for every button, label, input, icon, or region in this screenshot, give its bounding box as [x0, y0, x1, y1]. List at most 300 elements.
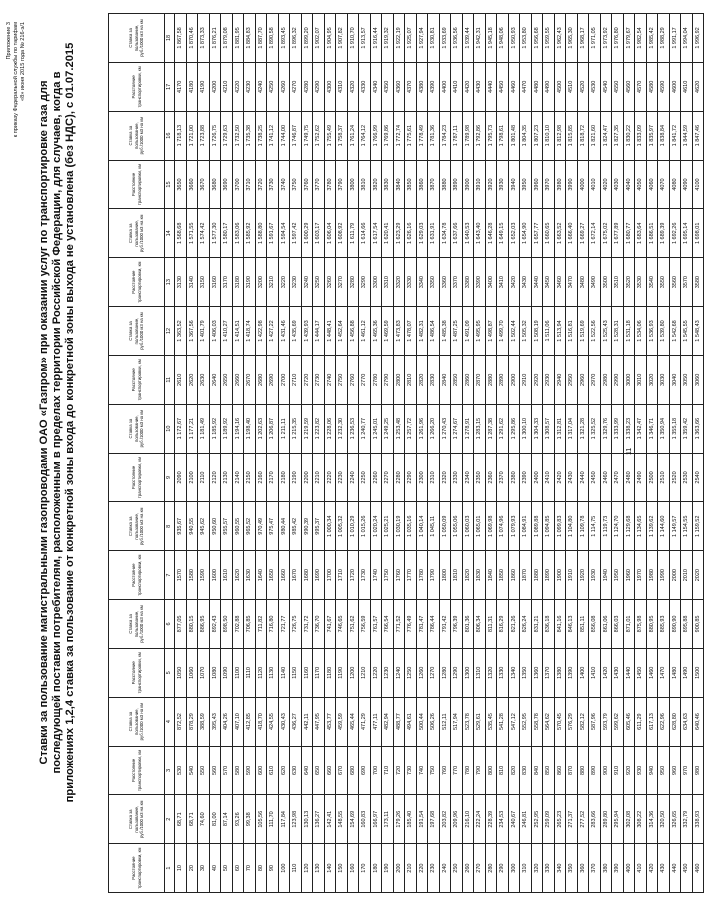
- table-row: [347, 14, 359, 893]
- distance-cell: 2670: [244, 355, 256, 404]
- distance-cell: 3410: [497, 258, 509, 307]
- rate-cell: 806,34: [474, 600, 486, 649]
- rate-cell: 436,27: [290, 697, 302, 746]
- table-row: [324, 14, 336, 893]
- rate-cell: 1 876,21: [209, 14, 221, 63]
- distance-cell: 1870: [520, 551, 532, 600]
- rate-cell: 1 683,64: [635, 209, 647, 258]
- distance-cell: 4090: [681, 160, 693, 209]
- distance-cell: 4170: [175, 62, 187, 111]
- distance-cell: 4060: [646, 160, 658, 209]
- distance-cell: 280: [485, 844, 497, 893]
- distance-cell: 2270: [382, 453, 394, 502]
- rate-cell: 1 973,92: [600, 14, 612, 63]
- distance-cell: 320: [531, 844, 543, 893]
- distance-cell: 600: [255, 746, 267, 795]
- table-row: [175, 14, 187, 893]
- distance-cell: 2280: [393, 453, 405, 502]
- rate-cell: 1 342,47: [635, 404, 647, 453]
- distance-cell: 4300: [324, 62, 336, 111]
- rate-cell: 1 333,99: [612, 404, 624, 453]
- distance-cell: 4000: [577, 160, 589, 209]
- rate-cell: 1 531,18: [623, 307, 635, 356]
- distance-cell: 3760: [301, 160, 313, 209]
- rate-cell: 1 020,24: [370, 502, 382, 551]
- distance-cell: 4440: [485, 62, 497, 111]
- rate-cell: 1 956,68: [531, 14, 543, 63]
- rate-cell: 1 253,48: [393, 404, 405, 453]
- rate-cell: 576,29: [566, 697, 578, 746]
- rate-cell: 1 367,56: [186, 307, 198, 356]
- rate-cell: 766,54: [382, 600, 394, 649]
- distance-cell: 2530: [681, 453, 693, 502]
- distance-cell: 760: [439, 746, 451, 795]
- distance-cell: 900: [600, 746, 612, 795]
- rate-cell: 1 452,64: [336, 307, 348, 356]
- distance-cell: 2420: [554, 453, 566, 502]
- table-row: [462, 14, 474, 893]
- rate-cell: 898,50: [221, 600, 233, 649]
- distance-cell: 1250: [405, 648, 417, 697]
- header-distance: Расстояние транспортировки, км: [109, 844, 165, 893]
- rate-cell: 1 925,07: [405, 14, 417, 63]
- column-number: 6: [165, 600, 175, 649]
- rate-cell: 308,22: [635, 795, 647, 844]
- distance-cell: 3790: [336, 160, 348, 209]
- rate-cell: 1 295,86: [508, 404, 520, 453]
- rate-cell: 1 982,54: [635, 14, 647, 63]
- rate-cell: 1 594,54: [278, 209, 290, 258]
- rate-cell: 1 721,00: [186, 111, 198, 160]
- table-row: [531, 14, 543, 893]
- distance-cell: 2160: [255, 453, 267, 502]
- rate-cell: 338,93: [692, 795, 704, 844]
- rate-cell: 1 603,17: [313, 209, 325, 258]
- distance-cell: 630: [290, 746, 302, 795]
- distance-cell: 1580: [186, 551, 198, 600]
- distance-cell: 540: [186, 746, 198, 795]
- rate-cell: 1 847,46: [692, 111, 704, 160]
- rate-cell: 1 884,83: [244, 14, 256, 63]
- rate-cell: 1 502,44: [508, 307, 520, 356]
- rate-cell: 1 211,11: [278, 404, 290, 453]
- rate-cell: 1 766,99: [370, 111, 382, 160]
- rate-cell: 1 198,40: [244, 404, 256, 453]
- distance-cell: 800: [485, 746, 497, 795]
- rate-cell: 1 525,43: [600, 307, 612, 356]
- rate-cell: 1 346,71: [646, 404, 658, 453]
- rate-cell: 1 922,19: [393, 14, 405, 63]
- distance-cell: 1730: [359, 551, 371, 600]
- rate-cell: 1 522,56: [589, 307, 601, 356]
- distance-cell: 3480: [577, 258, 589, 307]
- distance-cell: 710: [382, 746, 394, 795]
- distance-cell: 3850: [405, 160, 417, 209]
- rate-cell: 1 718,13: [175, 111, 187, 160]
- rate-cell: 1 948,06: [497, 14, 509, 63]
- rate-cell: 68,71: [175, 795, 187, 844]
- table-row: [336, 14, 348, 893]
- rate-cell: 1 257,72: [405, 404, 417, 453]
- table-row: [669, 14, 681, 893]
- distance-cell: 3730: [267, 160, 279, 209]
- distance-cell: 4420: [462, 62, 474, 111]
- distance-cell: 890: [589, 746, 601, 795]
- rate-cell: 1 723,88: [198, 111, 210, 160]
- distance-cell: 2840: [439, 355, 451, 404]
- distance-cell: 1190: [336, 648, 348, 697]
- rate-cell: 1 588,80: [255, 209, 267, 258]
- distance-cell: 4510: [566, 62, 578, 111]
- rate-cell: 395,43: [209, 697, 221, 746]
- distance-cell: 980: [692, 746, 704, 795]
- distance-cell: 2150: [244, 453, 256, 502]
- rate-cell: 512,11: [439, 697, 451, 746]
- column-number: 7: [165, 551, 175, 600]
- distance-cell: 2130: [221, 453, 233, 502]
- distance-cell: 1180: [324, 648, 336, 697]
- distance-cell: 2010: [681, 551, 693, 600]
- rate-cell: 1 304,33: [531, 404, 543, 453]
- distance-cell: 2350: [474, 453, 486, 502]
- distance-cell: 3750: [290, 160, 302, 209]
- distance-cell: 1720: [347, 551, 359, 600]
- distance-cell: 3200: [255, 258, 267, 307]
- distance-cell: 4590: [658, 62, 670, 111]
- distance-cell: 740: [416, 746, 428, 795]
- rate-cell: 1 177,21: [186, 404, 198, 453]
- rate-cell: 622,96: [658, 697, 670, 746]
- distance-cell: 3450: [543, 258, 555, 307]
- distance-cell: 1080: [209, 648, 221, 697]
- rate-cell: 796,39: [451, 600, 463, 649]
- rate-cell: 1 824,47: [600, 111, 612, 160]
- rate-cell: 1 427,22: [267, 307, 279, 356]
- distance-cell: 3910: [474, 160, 486, 209]
- rate-cell: 1 089,88: [531, 502, 543, 551]
- rate-cell: 1 172,67: [175, 404, 187, 453]
- distance-cell: 2700: [278, 355, 290, 404]
- distance-cell: 2340: [462, 453, 474, 502]
- distance-cell: 3520: [623, 258, 635, 307]
- table-row: [451, 14, 463, 893]
- rate-cell: 1 456,88: [347, 307, 359, 356]
- rate-cell: 259,09: [543, 795, 555, 844]
- rate-cell: 547,12: [508, 697, 520, 746]
- rate-cell: 302,08: [623, 795, 635, 844]
- rate-cell: 160,83: [359, 795, 371, 844]
- rate-cell: 1 228,06: [324, 404, 336, 453]
- distance-cell: 580: [232, 746, 244, 795]
- rate-cell: 1 787,11: [451, 111, 463, 160]
- distance-cell: 1400: [577, 648, 589, 697]
- rate-cell: 1 448,41: [324, 307, 336, 356]
- rate-cell: 1 698,01: [692, 209, 704, 258]
- rate-cell: 1 270,43: [439, 404, 451, 453]
- distance-cell: 2370: [497, 453, 509, 502]
- rate-cell: 1 677,89: [612, 209, 624, 258]
- rate-cell: 1 478,07: [405, 307, 417, 356]
- distance-cell: 80: [255, 844, 267, 893]
- rate-cell: 1 686,51: [646, 209, 658, 258]
- rate-cell: 240,67: [508, 795, 520, 844]
- rate-cell: 1 485,38: [439, 307, 451, 356]
- distance-cell: 3460: [554, 258, 566, 307]
- distance-cell: 1170: [313, 648, 325, 697]
- distance-cell: 1410: [589, 648, 601, 697]
- rate-cell: 1 746,87: [290, 111, 302, 160]
- header-rate: Ставка за пользование, руб./1000 м3 на км: [109, 307, 165, 356]
- distance-cell: 1990: [658, 551, 670, 600]
- distance-cell: 1750: [382, 551, 394, 600]
- rate-cell: 1 074,96: [497, 502, 509, 551]
- distance-cell: 2470: [612, 453, 624, 502]
- rate-cell: 786,44: [428, 600, 440, 649]
- distance-cell: 1070: [198, 648, 210, 697]
- header-distance: Расстояние транспортировки, км: [109, 551, 165, 600]
- distance-cell: 2770: [359, 355, 371, 404]
- rate-cell: 1 181,49: [198, 404, 210, 453]
- rate-cell: 1 738,25: [255, 111, 267, 160]
- rate-cell: 1 634,78: [439, 209, 451, 258]
- rate-cell: 1 899,20: [301, 14, 313, 63]
- rate-cell: 1 887,70: [255, 14, 267, 63]
- rate-cell: 1 355,18: [669, 404, 681, 453]
- rate-cell: 875,98: [635, 600, 647, 649]
- distance-cell: 1370: [543, 648, 555, 697]
- rate-cell: 1 030,19: [393, 502, 405, 551]
- rate-cell: 880,15: [186, 600, 198, 649]
- rate-cell: 1 933,69: [439, 14, 451, 63]
- distance-cell: 1120: [255, 648, 267, 697]
- rate-cell: 1 278,91: [462, 404, 474, 453]
- distance-cell: 3140: [186, 258, 198, 307]
- table-row: [566, 14, 578, 893]
- header-rate: Ставка за пользование, руб./1000 м3 на км: [109, 600, 165, 649]
- rate-cell: 1 623,29: [393, 209, 405, 258]
- rate-cell: 1 363,66: [692, 404, 704, 453]
- rate-cell: 1 291,62: [497, 404, 509, 453]
- rate-cell: 1 968,17: [577, 14, 589, 63]
- distance-cell: 1970: [635, 551, 647, 600]
- rate-cell: 1 919,32: [382, 14, 394, 63]
- rate-cell: 541,28: [497, 697, 509, 746]
- rate-cell: 1 274,67: [451, 404, 463, 453]
- table-row: [508, 14, 520, 893]
- distance-cell: 3210: [267, 258, 279, 307]
- rate-cell: 1 608,92: [336, 209, 348, 258]
- distance-cell: 4500: [554, 62, 566, 111]
- rate-cell: 1 804,35: [520, 111, 532, 160]
- distance-cell: 3720: [255, 160, 267, 209]
- table-row: [198, 14, 210, 893]
- rate-cell: 1 249,25: [382, 404, 394, 453]
- distance-cell: 680: [347, 746, 359, 795]
- rate-cell: 1 508,19: [531, 307, 543, 356]
- rate-cell: 1 568,68: [175, 209, 187, 258]
- rate-cell: 892,43: [209, 600, 221, 649]
- distance-cell: 3190: [244, 258, 256, 307]
- distance-cell: 1900: [554, 551, 566, 600]
- distance-cell: 1700: [324, 551, 336, 600]
- rate-cell: 136,27: [313, 795, 325, 844]
- distance-cell: 4280: [301, 62, 313, 111]
- rate-cell: 1 055,06: [451, 502, 463, 551]
- distance-cell: 2870: [474, 355, 486, 404]
- table-row: [255, 14, 267, 893]
- table-row: [405, 14, 417, 893]
- rate-cell: 1 620,41: [382, 209, 394, 258]
- table-row: [232, 14, 244, 893]
- distance-cell: 1050: [175, 648, 187, 697]
- distance-cell: 1820: [462, 551, 474, 600]
- rate-cell: 1 439,93: [301, 307, 313, 356]
- distance-cell: 60: [232, 844, 244, 893]
- rate-cell: 482,94: [382, 697, 394, 746]
- rate-cell: 821,26: [508, 600, 520, 649]
- rate-cell: 1 465,36: [370, 307, 382, 356]
- table-row: [428, 14, 440, 893]
- distance-cell: 2720: [301, 355, 313, 404]
- distance-cell: 110: [290, 844, 302, 893]
- distance-cell: 2740: [324, 355, 336, 404]
- distance-cell: 1950: [612, 551, 624, 600]
- distance-cell: 4020: [600, 160, 612, 209]
- rate-cell: 1 119,73: [600, 502, 612, 551]
- rate-cell: 1 689,39: [658, 209, 670, 258]
- rate-cell: 1 035,16: [405, 502, 417, 551]
- rate-cell: 234,53: [497, 795, 509, 844]
- rate-cell: 1 663,52: [554, 209, 566, 258]
- distance-cell: 240: [439, 844, 451, 893]
- distance-cell: 2520: [669, 453, 681, 502]
- distance-cell: 2800: [393, 355, 405, 404]
- distance-cell: 3020: [646, 355, 658, 404]
- distance-cell: 3920: [485, 160, 497, 209]
- appendix-block: [6, 22, 27, 252]
- table-row: [554, 14, 566, 893]
- rate-cell: 265,23: [554, 795, 566, 844]
- distance-cell: 2360: [485, 453, 497, 502]
- rate-cell: 1 287,38: [485, 404, 497, 453]
- distance-cell: 2790: [382, 355, 394, 404]
- distance-cell: 2680: [255, 355, 267, 404]
- rate-cell: 1 758,37: [336, 111, 348, 160]
- rate-cell: 634,63: [681, 697, 693, 746]
- distance-cell: 3300: [370, 258, 382, 307]
- rate-cell: 1 692,26: [669, 209, 681, 258]
- distance-cell: 780: [462, 746, 474, 795]
- rate-cell: 945,62: [198, 502, 210, 551]
- rate-cell: 1 744,00: [278, 111, 290, 160]
- rate-cell: 980,44: [278, 502, 290, 551]
- distance-cell: 1930: [589, 551, 601, 600]
- distance-cell: 4350: [382, 62, 394, 111]
- rate-cell: 283,66: [589, 795, 601, 844]
- distance-cell: 1490: [681, 648, 693, 697]
- distance-cell: 2690: [267, 355, 279, 404]
- rate-cell: 1 542,68: [669, 307, 681, 356]
- distance-cell: 560: [209, 746, 221, 795]
- rate-cell: 1 545,55: [681, 307, 693, 356]
- rate-cell: 746,65: [336, 600, 348, 649]
- distance-cell: 170: [359, 844, 371, 893]
- distance-cell: 3930: [497, 160, 509, 209]
- distance-cell: 850: [543, 746, 555, 795]
- rate-cell: 1 144,60: [658, 502, 670, 551]
- distance-cell: 3950: [520, 160, 532, 209]
- rate-cell: 950,60: [209, 502, 221, 551]
- distance-cell: 4260: [278, 62, 290, 111]
- rate-cell: 424,55: [267, 697, 279, 746]
- distance-cell: 2950: [566, 355, 578, 404]
- header-distance: Расстояние транспортировки, км: [109, 648, 165, 697]
- rate-cell: 1 962,43: [554, 14, 566, 63]
- distance-cell: 4320: [347, 62, 359, 111]
- header-rate: Ставка за пользование, руб./1000 м3 на км: [109, 111, 165, 160]
- distance-cell: 30: [198, 844, 210, 893]
- rate-cell: 388,59: [198, 697, 210, 746]
- distance-cell: 3180: [232, 258, 244, 307]
- rate-cell: 314,36: [646, 795, 658, 844]
- distance-cell: 590: [244, 746, 256, 795]
- rate-cell: 1 835,97: [646, 111, 658, 160]
- distance-cell: 2810: [405, 355, 417, 404]
- table-row: [186, 14, 198, 893]
- rate-cell: 1 749,75: [301, 111, 313, 160]
- distance-cell: 4460: [508, 62, 520, 111]
- distance-cell: 1850: [497, 551, 509, 600]
- rate-cell: 1 519,69: [577, 307, 589, 356]
- rate-cell: 611,29: [635, 697, 647, 746]
- distance-cell: 3290: [359, 258, 371, 307]
- distance-cell: 1110: [244, 648, 256, 697]
- rate-cell: 1 045,11: [428, 502, 440, 551]
- rate-cell: 453,77: [324, 697, 336, 746]
- distance-cell: 3280: [347, 258, 359, 307]
- distance-cell: 670: [336, 746, 348, 795]
- rate-cell: 1 050,09: [439, 502, 451, 551]
- distance-cell: 4560: [623, 62, 635, 111]
- rate-cell: 117,84: [278, 795, 290, 844]
- rate-cell: 605,46: [623, 697, 635, 746]
- rate-cell: 1 109,78: [577, 502, 589, 551]
- rate-cell: 1 833,09: [635, 111, 647, 160]
- rate-cell: 1 879,08: [221, 14, 233, 63]
- rate-cell: 1 654,90: [520, 209, 532, 258]
- distance-cell: 1570: [175, 551, 187, 600]
- header-distance: Расстояние транспортировки, км: [109, 160, 165, 209]
- table-row: [416, 14, 428, 893]
- rate-cell: 877,05: [175, 600, 187, 649]
- rate-cell: 1 881,95: [232, 14, 244, 63]
- rate-cell: 1 079,93: [508, 502, 520, 551]
- distance-cell: 3330: [405, 258, 417, 307]
- rate-cell: 1 114,75: [589, 502, 601, 551]
- distance-cell: 960: [669, 746, 681, 795]
- rate-cell: 1 469,59: [382, 307, 394, 356]
- header-distance: Расстояние транспортировки, км: [109, 62, 165, 111]
- distance-cell: 1940: [600, 551, 612, 600]
- rate-cell: 1 215,35: [290, 404, 302, 453]
- rate-cell: 552,95: [520, 697, 532, 746]
- distance-cell: 1270: [428, 648, 440, 697]
- distance-cell: 3660: [186, 160, 198, 209]
- column-number: 16: [165, 111, 175, 160]
- distance-cell: 1770: [405, 551, 417, 600]
- rate-cell: 154,69: [347, 795, 359, 844]
- rate-cell: 447,95: [313, 697, 325, 746]
